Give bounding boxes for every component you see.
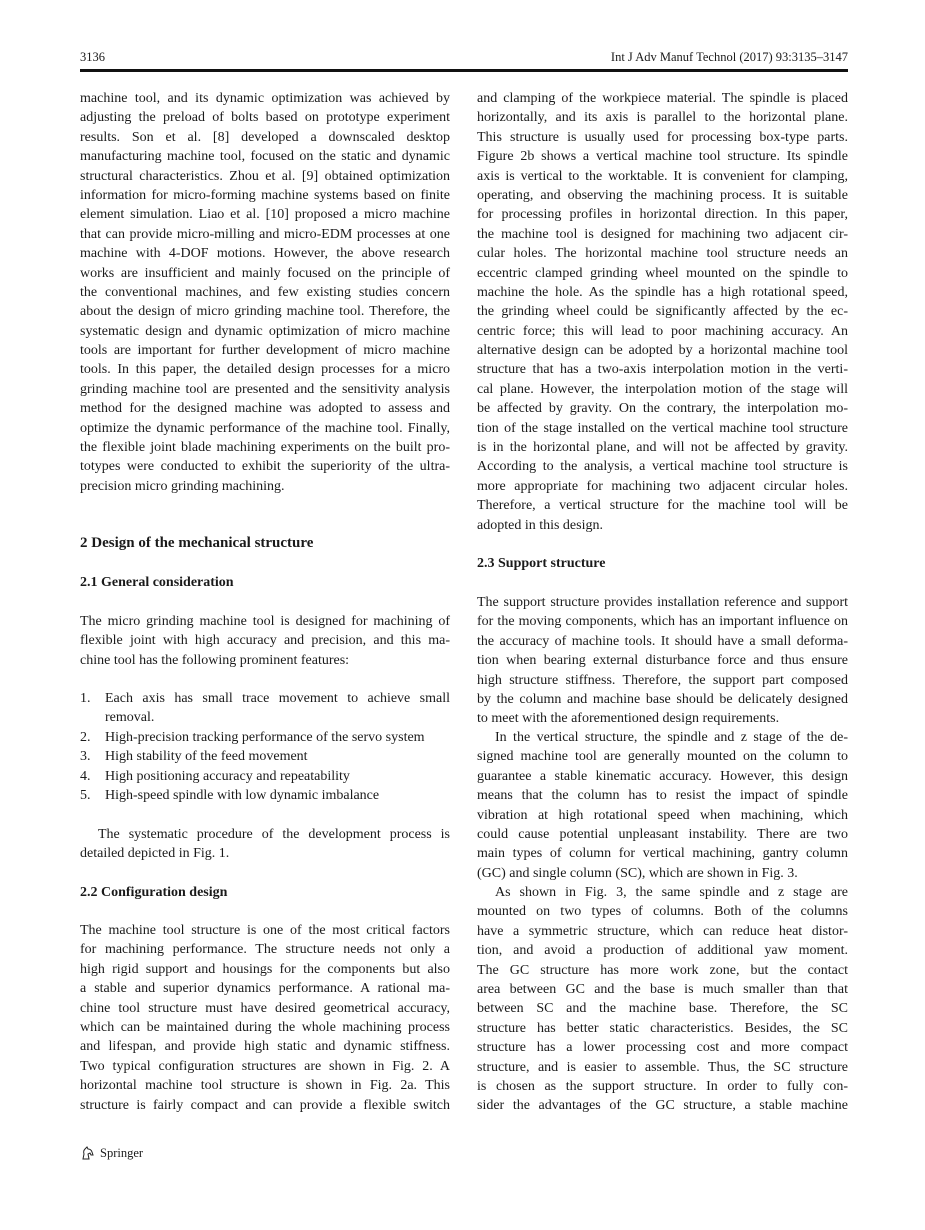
text-line: flexible joint with high accuracy and precision, and this ma- [80, 633, 450, 649]
text-line: main types of column for vertical machining, gantry column [477, 846, 848, 862]
text-line: to meet with the aforementioned design requirements. [477, 711, 780, 727]
list-number: 1. [80, 691, 91, 706]
text-line: High-precision tracking performance of the servo system [105, 729, 425, 745]
text-line: for processing profiles in horizontal direction. In this paper, [477, 207, 848, 223]
text-line: the accuracy of machine tools. It should have a small deforma- [477, 633, 848, 649]
paragraph [80, 825, 450, 864]
text-line: removal. [105, 710, 155, 726]
text-line: could cause potential unpleasant instability. There are two [477, 826, 848, 842]
text-line: method for the designed machine was adopted to assess and [80, 401, 450, 417]
header-rule [80, 69, 848, 72]
text-line: High stability of the feed movement [105, 749, 308, 765]
text-line: machine tool, and its dynamic optimization was achieved by [80, 91, 450, 106]
list-item [80, 767, 450, 786]
text-line: cular holes. The horizontal machine tool structure needs an [477, 246, 848, 262]
text-line: horizontally, and its axis is parallel to the horizontal plane. [477, 110, 848, 126]
text-line: axis is vertical to the worktable. It is convenient for clamping, [477, 168, 848, 184]
text-line: precision micro grinding machining. [80, 478, 285, 494]
text-line: element simulation. Liao et al. [10] proposed a micro machine [80, 207, 450, 223]
text-line: tion, and avoid a production of additional yaw moment. [477, 943, 848, 959]
text-line: the grinding wheel could be significantly affected by the ec- [477, 304, 848, 320]
text-line: the conventional machines, and few existing studies concern [80, 284, 450, 300]
paragraph [477, 883, 848, 1116]
text-line: for the moving components, which has an important influence on [477, 614, 848, 630]
text-line: sider the advantages of the GC structure, a stable machine [477, 1098, 848, 1114]
text-line: chine tool structure must have desired geometrical accuracy, [80, 1000, 450, 1016]
text-line: chine tool has the following prominent features: [80, 652, 350, 668]
list-item [80, 689, 450, 728]
text-line: tion when bearing external disturbance force and thus ensure [477, 653, 848, 669]
text-line: totypes were conducted to exhibit the superiority of the ultra- [80, 459, 450, 475]
list-number: 2. [80, 729, 91, 745]
text-line: horizontal machine tool structure is shown in Fig. 2a. This [80, 1078, 450, 1094]
list-number: 5. [80, 788, 91, 803]
subsection-heading: 2.2 Configuration design [80, 885, 228, 900]
text-line: The GC structure has more work zone, but the contact [477, 962, 848, 978]
text-line: As shown in Fig. 3, the same spindle and z stage are [495, 885, 848, 900]
text-line: structural characteristics. Zhou et al. [9] obtained optimization [80, 168, 450, 184]
text-line: structure is fairly compact and can provide a flexible switch [80, 1097, 450, 1113]
text-line: The micro grinding machine tool is designed for machining of [80, 614, 450, 629]
text-line: the flexible joint blade machining experiments on the built pro- [80, 440, 450, 456]
paragraph [80, 921, 450, 1115]
text-line: signed machine tool are generally mounted on the column to [477, 749, 848, 765]
text-line: have a symmetric structure, which can reduce heat distor- [477, 923, 848, 939]
subsection-heading: 2.1 General consideration [80, 575, 234, 590]
text-line: centric force; this will lead to poor machining accuracy. An [477, 323, 848, 339]
text-line: and lifespan, and provide high static and dynamic stiffness. [80, 1039, 450, 1055]
text-line: This structure is usually used for processing box-type parts. [477, 129, 848, 145]
page-number: 3136 [80, 50, 105, 64]
list-number: 3. [80, 749, 91, 765]
paragraph [80, 612, 450, 670]
paragraph [477, 89, 848, 535]
text-line: results. Son et al. [8] developed a downscaled desktop [80, 129, 450, 145]
text-line: Figure 2b shows a vertical machine tool structure. Its spindle [477, 149, 848, 165]
publisher-name: Springer [100, 1145, 144, 1160]
text-line: The systematic procedure of the development process is [98, 827, 450, 842]
text-line: between SC and the machine base. Therefore, the SC [477, 1001, 848, 1017]
text-line: high structure stiffness. Therefore, the support part composed [477, 672, 848, 688]
text-line: tools. In this paper, the detailed design processes for a micro [80, 362, 450, 378]
text-line: is chosen as the support structure. In order to fully con- [477, 1078, 848, 1094]
text-line: alternative design can be adopted by a horizontal machine tool [477, 343, 848, 359]
text-line: Therefore, a vertical structure for the machine tool will be [477, 498, 848, 514]
text-line: tion of the stage installed on the vertical machine tool structure [477, 420, 848, 436]
text-line: a stable and superior dynamics performance. A rational ma- [80, 981, 450, 997]
text-line: systematic design and dynamic optimization of micro machine [80, 323, 450, 339]
text-line: In the vertical structure, the spindle and z stage of the de- [495, 730, 848, 745]
text-line: for machining performance. The structure needs not only a [80, 942, 450, 958]
paragraph [477, 593, 848, 729]
text-line: works are insufficient and mainly focused on the principle of [80, 265, 450, 281]
text-line: detailed depicted in Fig. 1. [80, 846, 230, 862]
text-line: information for micro-forming machine systems based on finite [80, 187, 450, 203]
text-line: which can be maintained during the whole machining process [80, 1019, 450, 1035]
text-line: that can provide micro-milling and micro-EDM processes at one [80, 226, 450, 242]
text-line: cal plane. However, the interpolation motion of the stage will [477, 381, 848, 397]
text-line: machine with 4-DOF motions. However, the above research [80, 246, 450, 262]
list-item [80, 747, 450, 766]
paragraph [80, 89, 450, 496]
text-line: high rigid support and housings for the components but also [80, 961, 450, 977]
text-line: guarantee a stable kinematic accuracy. However, this design [477, 768, 848, 784]
text-line: machine the hole. As the spindle has a high rotational speed, [477, 284, 848, 300]
journal-citation: Int J Adv Manuf Technol (2017) 93:3135–3147 [610, 50, 848, 64]
text-line: operating, and observing the machining process. It is suitable [477, 187, 848, 203]
text-line: and clamping of the workpiece material. The spindle is placed [477, 91, 848, 106]
text-line: tools are important for further development of micro machine [80, 343, 450, 359]
text-line: The machine tool structure is one of the most critical factors [80, 923, 450, 938]
text-line: is in the horizontal plane, and will not be affected by gravity. [477, 440, 848, 456]
text-line: structure, and is easier to assemble. Thus, the SC structure [477, 1059, 848, 1075]
subsection-heading: 2.3 Support structure [477, 556, 606, 571]
text-line: more appropriate for machining two adjacent circular holes. [477, 478, 848, 494]
text-line: High-speed spindle with low dynamic imbalance [105, 788, 380, 803]
text-line: means that the column has to resist the impact of spindle [477, 788, 848, 804]
text-line: According to the analysis, a vertical machine tool structure is [477, 459, 848, 475]
text-line: adjusting the preload of bolts based on prototype experiment [80, 110, 450, 126]
text-line: about the design of micro grinding machine tool. Therefore, the [80, 304, 450, 320]
text-line: area between GC and the base is much smaller than that [477, 981, 848, 997]
text-line: Two typical configuration structures are shown in Fig. 2. A [80, 1058, 450, 1074]
list-item [80, 728, 450, 747]
feature-list [80, 689, 450, 805]
list-item [80, 786, 450, 805]
text-line: adopted in this design. [477, 517, 603, 533]
text-line: Each axis has small trace movement to achieve small [105, 691, 450, 706]
footer [80, 1145, 143, 1161]
text-line: by the column and machine base should be delicately designed [477, 691, 848, 707]
text-line: structure that has a two-axis interpolation motion in the verti- [477, 362, 848, 378]
text-line: High positioning accuracy and repeatability [105, 768, 350, 784]
text-line: eccentric clamped grinding wheel mounted on the spindle to [477, 265, 848, 281]
section-heading: 2 Design of the mechanical structure [80, 535, 314, 551]
springer-horse-icon [80, 1145, 96, 1161]
text-line: The support structure provides installation reference and support [477, 595, 848, 610]
text-line: the machine tool is designed for machining two adjacent cir- [477, 226, 848, 242]
text-line: structure has a lower processing cost and more compact [477, 1040, 848, 1056]
paragraph [477, 728, 848, 883]
text-line: (GC) and single column (SC), which are shown in Fig. 3. [477, 865, 798, 881]
text-line: mounted on two types of columns. Both of the columns [477, 904, 848, 920]
text-line: optimize the dynamic performance of the machine tool. Finally, [80, 420, 450, 436]
list-number: 4. [80, 768, 91, 784]
text-line: be affected by gravity. On the contrary, the interpolation mo- [477, 401, 848, 417]
text-line: structure has better static characteristics. Besides, the SC [477, 1020, 848, 1036]
text-line: grinding machine tool are presented and the sensitivity analysis [80, 381, 450, 397]
text-line: manufacturing machine tool, focused on the static and dynamic [80, 149, 450, 165]
text-line: vibration at high rotational speed when machining, which [477, 807, 848, 823]
